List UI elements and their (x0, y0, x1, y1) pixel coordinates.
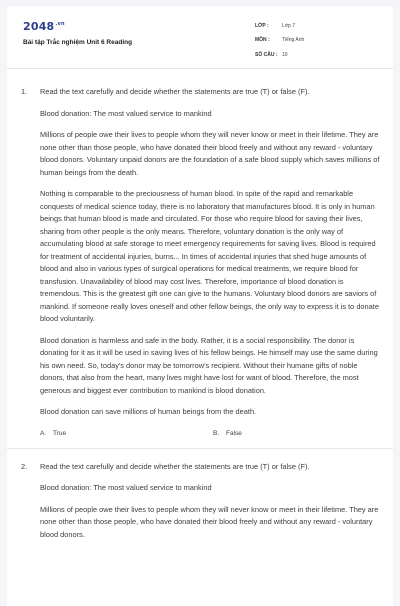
answer-options (40, 428, 383, 446)
worksheet-title: Bài tập Trắc nghiệm Unit 6 Reading (23, 39, 133, 46)
meta-subject: MÔN : Tiếng Anh (255, 37, 305, 43)
question-2 (21, 461, 383, 542)
meta-class: LỚP : Lớp 7 (255, 23, 296, 29)
question-instruction: Read the text carefully and decide whether the statements are true (T) or false (F). (40, 87, 310, 96)
option-true[interactable]: A. True (40, 429, 67, 437)
passage-paragraph: Nothing is comparable to the preciousness of human blood. In spite of the rapid and remarkable conquests of medical science today, there is no laboratory that manufactures blood. It is only in human beings that human blood is made and circulated. For those who require blood for saving their lives, sharing from other people is the only means. Therefore, voluntary donation is the only way of accumulating blood at safe storage to meet emergency requirements for saving lives. Blood is required for treatment of accidental injuries, burns... In times of accidental injuries that shed huge amounts of blood and also in various types of surgical operations for medical treatments, we require blood for transfusion. Unavailability of blood may cost lives. Therefore, importance of blood donation is tremendous. This is the greatest gift one can give to the humans. Voluntary blood donors are saviors of mankind. If someone really loves oneself and other fellow beings, the only way to express it is to donate blood voluntarily. (40, 189, 379, 323)
site-logo[interactable]: $2048^{.vn}$ (23, 20, 65, 33)
passage-paragraph: Blood donation is harmless and safe in the body. Rather, it is a social responsibility. The donor is donating for it as it will be used in saving lives of his fellow beings. He himself may use the same during his own need. So, today's donor may be tomorrow's recipient. Without their humane gifts of noble donors, that also from the heart, many lives might have lost for want of blood. Therefore, the most generous and biggest ever contribution to mankind is blood donation. (40, 335, 378, 395)
question-number: 2. (21, 461, 28, 471)
passage-paragraph: Millions of people owe their lives to people whom they will never know or meet in their lifetime. They are none other than those people, who have donated their blood freely and without any reward - voluntary blood donors. (40, 504, 379, 539)
passage-paragraph: Millions of people owe their lives to people whom they will never know or meet in their lifetime. They are none other than those people, who have donated their blood freely and without any reward - voluntary blood donors. Voluntary unpaid donors are the foundation of a safe blood supply which saves millions of human beings from the death. (40, 130, 380, 177)
question-instruction: Read the text carefully and decide whether the statements are true (T) or false (F). (40, 461, 310, 471)
question-divider (7, 448, 393, 449)
question-number: 1. (21, 87, 28, 96)
worksheet-header (7, 6, 393, 69)
worksheet-page (7, 6, 393, 606)
passage-title: Blood donation: The most valued service to mankind (40, 483, 212, 492)
meta-question-count: SỐ CÂU : 10 (255, 52, 288, 58)
question-1 (21, 86, 383, 446)
question-statement: Blood donation can save millions of human beings from the death. (40, 407, 257, 416)
option-false[interactable]: B. False (213, 429, 242, 437)
worksheet-content (21, 86, 383, 550)
passage-title: Blood donation: The most valued service to mankind (40, 108, 212, 118)
